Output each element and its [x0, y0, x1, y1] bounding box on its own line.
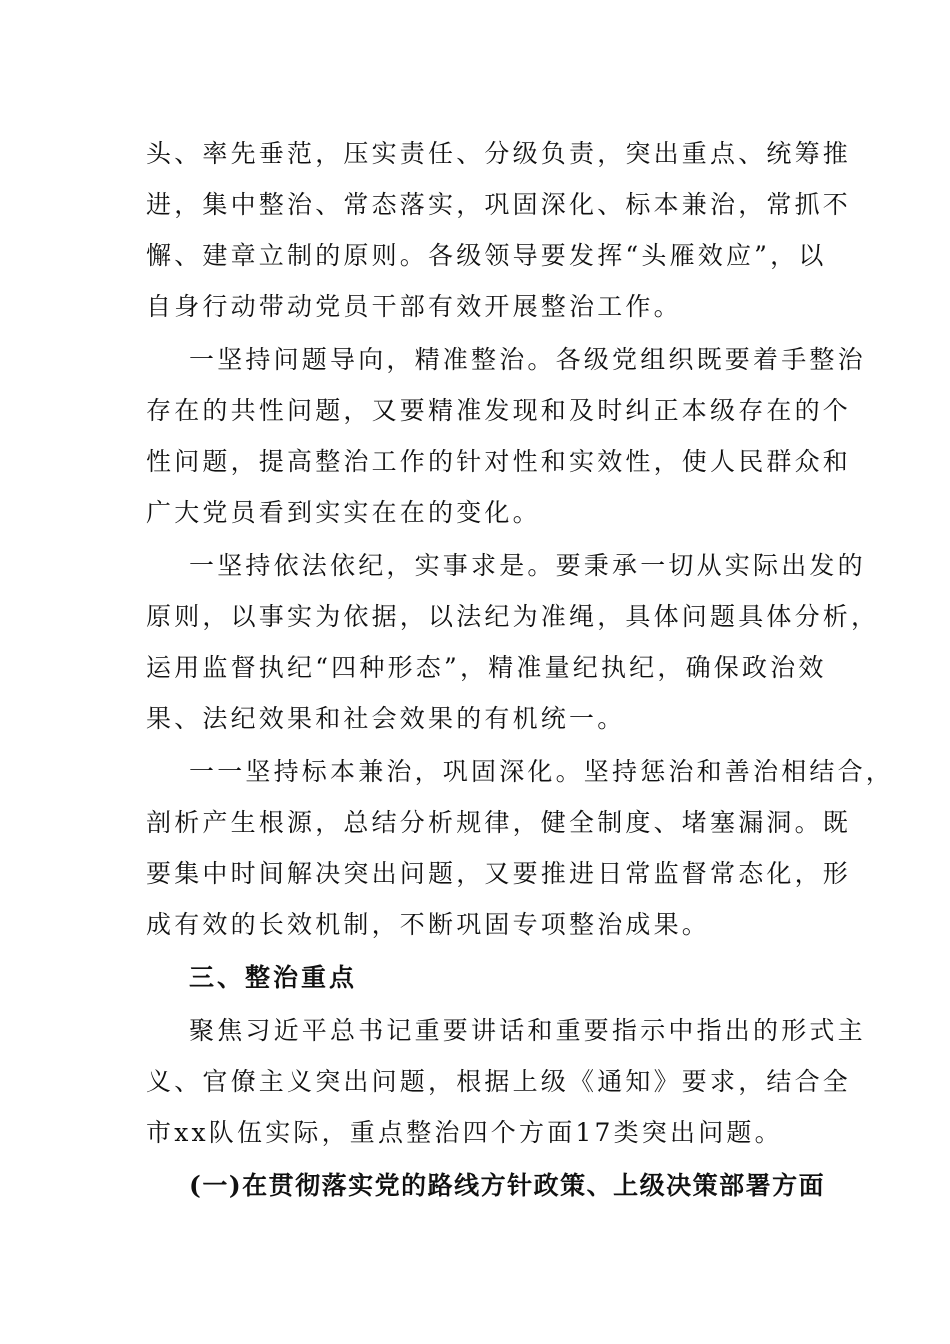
- text-line: 懈、建章立制的原则。各级领导要发挥“头雁效应”，以: [146, 241, 827, 270]
- text-line: 果、法纪效果和社会效果的有机统一。: [146, 704, 626, 733]
- subsection-heading: [146, 1160, 826, 1211]
- text-line: 要集中时间解决突出问题，又要推进日常监督常态化，形: [146, 859, 852, 888]
- text-line: 进，集中整治、常态落实，巩固深化、标本兼治，常抓不: [146, 190, 852, 219]
- text-line: 头、率先垂范，压实责任、分级负责，突出重点、统筹推: [146, 139, 852, 168]
- text-line: 剖析产生根源，总结分析规律，健全制度、堵塞漏洞。既: [146, 808, 852, 837]
- paragraph: [146, 746, 895, 950]
- text-line: 存在的共性问题，又要精准发现和及时纠正本级存在的个: [146, 396, 852, 425]
- text-line: 市xx队伍实际，重点整治四个方面17类突出问题。: [146, 1118, 783, 1147]
- text-line: 一一坚持标本兼治，巩固深化。坚持惩治和善治相结合，: [189, 757, 895, 786]
- text-line: 义、官僚主义突出问题，根据上级《通知》要求，结合全: [146, 1067, 852, 1096]
- paragraph: [146, 128, 852, 332]
- text-line: 性问题，提高整治工作的针对性和实效性，使人民群众和: [146, 447, 852, 476]
- paragraph: [146, 1005, 866, 1158]
- text-line: 原则，以事实为依据，以法纪为准绳，具体问题具体分析，: [146, 602, 880, 631]
- text-line: 自身行动带动党员干部有效开展整治工作。: [146, 292, 682, 321]
- text-line: 一坚持依法依纪，实事求是。要秉承一切从实际出发的: [189, 551, 866, 580]
- text-line: (一)在贯彻落实党的路线方针政策、上级决策部署方面: [189, 1171, 826, 1200]
- text-line: 运用监督执纪“四种形态”，精准量纪执纪，确保政治效: [146, 653, 827, 682]
- text-line: 广大党员看到实实在在的变化。: [146, 498, 541, 527]
- text-line: 聚焦习近平总书记重要讲话和重要指示中指出的形式主: [189, 1016, 866, 1045]
- paragraph: [146, 334, 866, 538]
- text-line: 成有效的长效机制，不断巩固专项整治成果。: [146, 910, 711, 939]
- document-body: [146, 128, 895, 1211]
- section-heading: [146, 952, 806, 1003]
- paragraph: [146, 540, 880, 744]
- text-line: 三、整治重点: [189, 963, 358, 992]
- text-line: 一坚持问题导向，精准整治。各级党组织既要着手整治: [189, 345, 866, 374]
